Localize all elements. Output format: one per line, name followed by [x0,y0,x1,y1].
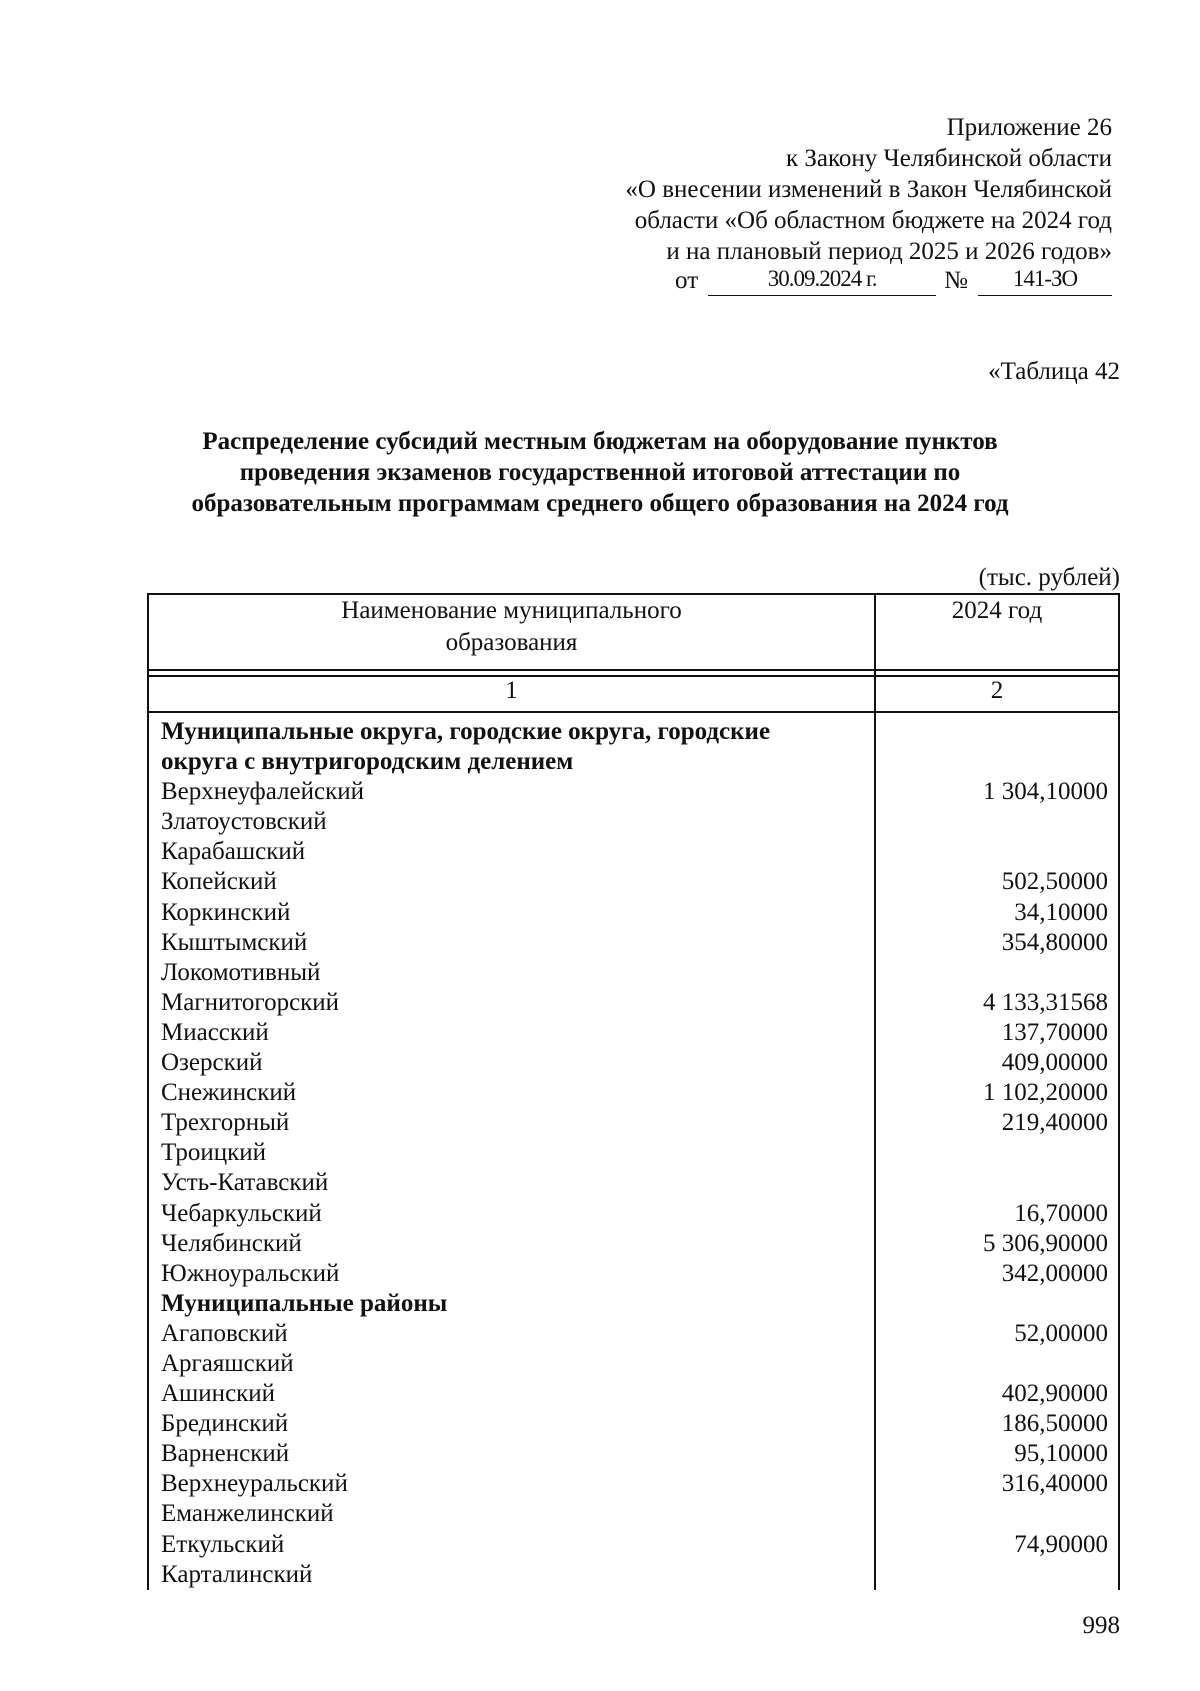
subsidy-amount: 5 306,90000 [875,1229,1119,1259]
title-line-1: Распределение субсидий местным бюджетам на оборудование пунктов [202,428,998,455]
subsidy-amount: 52,00000 [875,1319,1119,1349]
table-row [148,928,1119,958]
subsidy-amount [875,1168,1119,1198]
municipality-name: Коркинский [148,898,875,928]
municipality-name: Трехгорный [148,1108,875,1138]
appendix-line-5: и на плановый период 2025 и 2026 годов» [666,238,1112,265]
table-row [148,1499,1119,1529]
municipality-name: Еткульский [148,1530,875,1560]
municipality-name: Троицкий [148,1138,875,1168]
subsidy-amount: 502,50000 [875,867,1119,897]
table-row [148,1229,1119,1259]
page-number: 998 [1082,1612,1120,1639]
subsidy-amount: 409,00000 [875,1048,1119,1078]
municipality-name: Варненский [148,1439,875,1469]
municipality-name: Еманжелинский [148,1499,875,1529]
table-row [148,898,1119,928]
table-row [148,1319,1119,1349]
municipality-name: Аргаяшский [148,1349,875,1379]
subsidy-table [147,593,1120,1590]
table-row [148,1018,1119,1048]
municipality-name: Ашинский [148,1379,875,1409]
document-title [0,426,1200,519]
subsidy-amount: 95,10000 [875,1439,1119,1469]
table-row [148,777,1119,807]
table-header-row [148,594,1119,670]
table-row [148,1048,1119,1078]
table-row [148,1349,1119,1379]
table-body [148,712,1119,1590]
subsidy-amount: 4 133,31568 [875,988,1119,1018]
col1-header-line-1: Наименование муниципального [341,597,682,624]
title-line-2: проведения экзаменов государственной итоговой аттестации по [239,459,961,486]
section-heading-row [148,712,1119,747]
table-row [148,1138,1119,1168]
subsidy-amount: 34,10000 [875,898,1119,928]
subsidy-amount [875,1289,1119,1319]
subsidy-amount: 16,70000 [875,1199,1119,1229]
table-row [148,867,1119,897]
section-heading-row [148,1289,1119,1319]
subsidy-amount: 342,00000 [875,1259,1119,1289]
subsidy-amount [875,1349,1119,1379]
table-row [148,807,1119,837]
municipality-name: Кыштымский [148,928,875,958]
section-heading: Муниципальные районы [148,1289,875,1319]
section-heading: Муниципальные округа, городские округа, городские [148,712,875,747]
title-line-3: образовательным программам среднего общего образования на 2024 год [191,490,1009,517]
subsidy-amount [875,1138,1119,1168]
subsidy-amount: 354,80000 [875,928,1119,958]
municipality-name: Чебаркульский [148,1199,875,1229]
table-row [148,988,1119,1018]
subsidy-amount [875,1560,1119,1590]
municipality-name: Агаповский [148,1319,875,1349]
appendix-header [625,112,1112,296]
table-row [148,1108,1119,1138]
table-row [148,1168,1119,1198]
from-label: от [675,267,699,294]
subsidy-amount [875,1499,1119,1529]
municipality-name: Локомотивный [148,958,875,988]
appendix-line-1: Приложение 26 [946,114,1112,141]
appendix-line-2: к Закону Челябинской области [786,145,1112,172]
column-number-row [148,676,1119,712]
municipality-name: Снежинский [148,1078,875,1108]
section-heading-row [148,747,1119,777]
municipality-name: Брединский [148,1409,875,1439]
municipality-name: Усть-Катавский [148,1168,875,1198]
law-date: 30.09.2024 г. [708,268,936,296]
table-row [148,1259,1119,1289]
municipality-name: Миасский [148,1018,875,1048]
municipality-name: Карталинский [148,1560,875,1590]
table-row [148,837,1119,867]
table-row [148,1078,1119,1108]
appendix-line-3: «О внесении изменений в Закон Челябинской [625,176,1112,203]
subsidy-amount: 186,50000 [875,1409,1119,1439]
table-row [148,1560,1119,1590]
subsidy-amount: 1 304,10000 [875,777,1119,807]
municipality-name: Карабашский [148,837,875,867]
col1-header-line-2: образования [445,629,578,656]
municipality-name: Челябинский [148,1229,875,1259]
subsidy-amount [875,807,1119,837]
subsidy-amount: 316,40000 [875,1469,1119,1499]
subsidy-amount: 402,90000 [875,1379,1119,1409]
table-row [148,1439,1119,1469]
municipality-name: Златоустовский [148,807,875,837]
law-number: 141-ЗО [978,268,1112,296]
col1-header [148,594,875,670]
subsidy-amount [875,958,1119,988]
table-label: «Таблица 42 [988,358,1120,385]
table-row [148,1530,1119,1560]
table-row [148,1469,1119,1499]
subsidy-amount: 137,70000 [875,1018,1119,1048]
units-label: (тыс. рублей) [978,564,1120,591]
law-date-line [625,265,1112,296]
section-heading: округа с внутригородским делением [148,747,875,777]
municipality-name: Верхнеуфалейский [148,777,875,807]
municipality-name: Озерский [148,1048,875,1078]
number-label: № [944,267,968,294]
col1-number: 1 [148,676,875,712]
municipality-name: Копейский [148,867,875,897]
table-row [148,1409,1119,1439]
subsidy-amount: 219,40000 [875,1108,1119,1138]
municipality-name: Магнитогорский [148,988,875,1018]
subsidy-amount: 1 102,20000 [875,1078,1119,1108]
table-row [148,958,1119,988]
table-row [148,1379,1119,1409]
table-row [148,1199,1119,1229]
subsidy-amount [875,712,1119,747]
municipality-name: Верхнеуральский [148,1469,875,1499]
municipality-name: Южноуральский [148,1259,875,1289]
subsidy-amount [875,747,1119,777]
subsidy-amount: 74,90000 [875,1530,1119,1560]
col2-number: 2 [875,676,1119,712]
col2-header: 2024 год [875,594,1119,670]
subsidy-amount [875,837,1119,867]
appendix-line-4: области «Об областном бюджете на 2024 год [634,207,1112,234]
